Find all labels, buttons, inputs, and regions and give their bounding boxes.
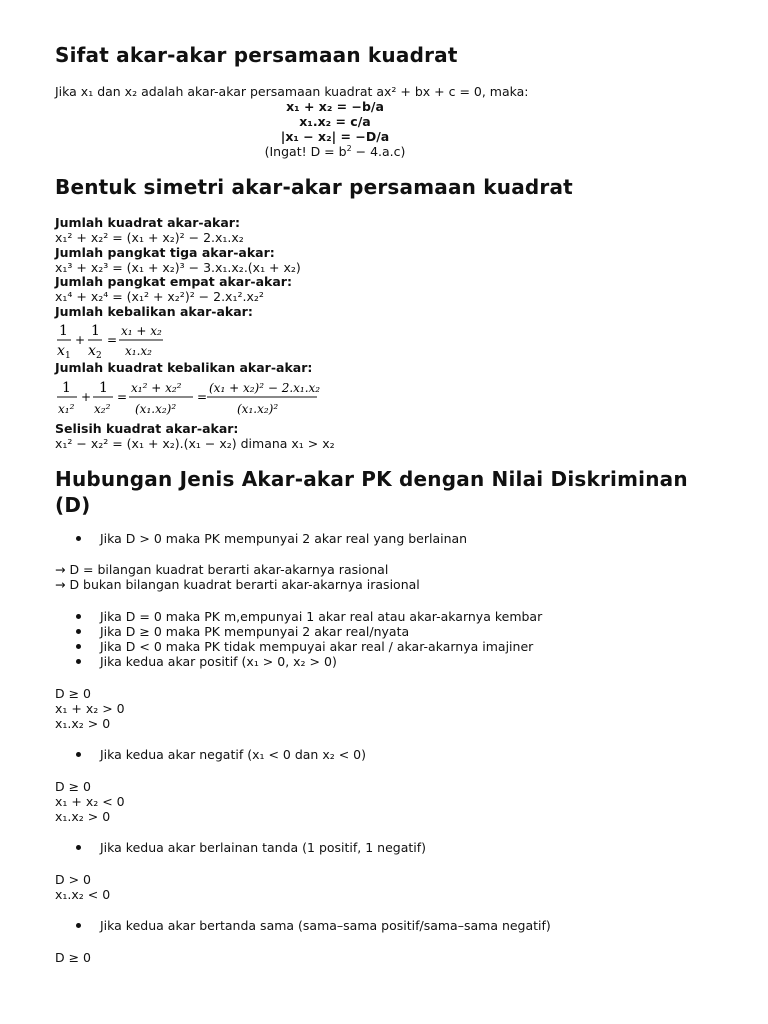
expr-selisih-kuadrat: x₁² − x₂² = (x₁ + x₂).(x₁ − x₂) dimana x₁ > x₂ bbox=[55, 436, 335, 451]
arrow-note-rasional: → D = bilangan kuadrat berarti akar-akarnya rasional bbox=[55, 562, 389, 577]
heading-pangkat-empat: Jumlah pangkat empat akar-akar: bbox=[55, 274, 292, 289]
condition-line: x₁ + x₂ > 0 bbox=[55, 701, 125, 716]
frac-b-one-2: 1 bbox=[99, 380, 108, 396]
bullet-dot bbox=[76, 614, 81, 619]
section-title-simetri: Bentuk simetri akar-akar persamaan kuadrat bbox=[55, 175, 573, 199]
frac-a-eq: = bbox=[107, 333, 118, 347]
condition-line: D ≥ 0 bbox=[55, 779, 91, 794]
formula-kuadrat-kebalikan bbox=[55, 376, 325, 423]
arrow-note-irasional: → D bukan bilangan kuadrat berarti akar-akarnya irasional bbox=[55, 577, 420, 592]
formula-product: x₁.x₂ = c/a bbox=[299, 114, 371, 129]
frac-b-d2: x₂² bbox=[94, 402, 111, 416]
heading-selisih-kuadrat: Selisih kuadrat akar-akar: bbox=[55, 421, 239, 436]
frac-b-eq-2: = bbox=[197, 390, 208, 404]
expr-pangkat-tiga: x₁³ + x₂³ = (x₁ + x₂)³ − 3.x₁.x₂.(x₁ + x₂) bbox=[55, 260, 301, 275]
bullet-dot bbox=[76, 752, 81, 757]
section-title-hubungan bbox=[55, 466, 715, 518]
bullet-text: Jika kedua akar negatif (x₁ < 0 dan x₂ < 0) bbox=[100, 747, 366, 762]
condition-line: D ≥ 0 bbox=[55, 686, 91, 701]
bullet-dot bbox=[76, 629, 81, 634]
condition-line: x₁.x₂ < 0 bbox=[55, 887, 111, 902]
note-part-a: (Ingat! D = b bbox=[264, 144, 347, 159]
frac-b-num2: (x₁ + x₂)² − 2.x₁.x₂ bbox=[209, 381, 321, 395]
bullet-text: Jika D > 0 maka PK mempunyai 2 akar real yang berlainan bbox=[100, 531, 468, 546]
frac-b-plus: + bbox=[81, 390, 92, 404]
bullet-dot bbox=[76, 923, 81, 928]
bullet-dot bbox=[76, 845, 81, 850]
bullet-dot bbox=[76, 659, 81, 664]
section-title-hubungan-text: Hubungan Jenis Akar-akar PK dengan Nilai Diskriminan (D) bbox=[55, 467, 688, 517]
frac-a-denom: x₁.x₂ bbox=[125, 344, 152, 358]
formula-sum: x₁ + x₂ = −b/a bbox=[286, 99, 384, 114]
frac-b-num1: x₁² + x₂² bbox=[131, 381, 182, 395]
formula-kebalikan bbox=[55, 320, 185, 365]
bullet-dot bbox=[76, 644, 81, 649]
bullet-text: Jika kedua akar bertanda sama (sama–sama positif/sama–sama negatif) bbox=[100, 918, 551, 933]
frac-b-one-1: 1 bbox=[62, 380, 71, 396]
frac-a-sub1: 1 bbox=[65, 351, 71, 361]
frac-b-den2: (x₁.x₂)² bbox=[237, 402, 279, 416]
note-part-b: − 4.a.c) bbox=[351, 144, 406, 159]
note-sup: 2 bbox=[346, 143, 352, 153]
bullet-text: Jika D < 0 maka PK tidak mempuyai akar real / akar-akarnya imajiner bbox=[100, 639, 534, 654]
bullet-text: Jika D ≥ 0 maka PK mempunyai 2 akar real/nyata bbox=[100, 624, 410, 639]
frac-a-one-1: 1 bbox=[59, 323, 68, 339]
bullet-text: Jika kedua akar berlainan tanda (1 positif, 1 negatif) bbox=[100, 840, 427, 855]
intro-text: Jika x₁ dan x₂ adalah akar-akar persamaan kuadrat ax² + bx + c = 0, maka: bbox=[55, 84, 529, 99]
frac-a-one-2: 1 bbox=[91, 323, 100, 339]
heading-jumlah-kuadrat: Jumlah kuadrat akar-akar: bbox=[55, 215, 240, 230]
expr-pangkat-empat: x₁⁴ + x₂⁴ = (x₁² + x₂²)² − 2.x₁².x₂² bbox=[55, 289, 264, 304]
frac-a-plus: + bbox=[75, 333, 86, 347]
frac-b-d1: x₁² bbox=[58, 402, 75, 416]
bullet-text: Jika D = 0 maka PK m,empunyai 1 akar real atau akar-akarnya kembar bbox=[100, 609, 543, 624]
heading-kebalikan: Jumlah kebalikan akar-akar: bbox=[55, 304, 253, 319]
condition-line: D ≥ 0 bbox=[55, 950, 91, 965]
frac-a-numer: x₁ + x₂ bbox=[121, 324, 162, 338]
frac-a-sub2: 2 bbox=[96, 351, 102, 361]
heading-kuadrat-kebalikan: Jumlah kuadrat kebalikan akar-akar: bbox=[55, 360, 313, 375]
expr-jumlah-kuadrat: x₁² + x₂² = (x₁ + x₂)² − 2.x₁.x₂ bbox=[55, 230, 244, 245]
heading-pangkat-tiga: Jumlah pangkat tiga akar-akar: bbox=[55, 245, 275, 260]
frac-a-x1: x bbox=[57, 343, 65, 359]
condition-line: x₁ + x₂ < 0 bbox=[55, 794, 125, 809]
condition-line: D > 0 bbox=[55, 872, 91, 887]
discriminant-note bbox=[55, 144, 615, 159]
section-title-sifat: Sifat akar-akar persamaan kuadrat bbox=[55, 43, 458, 67]
bullet-dot bbox=[76, 536, 81, 541]
bullet-text: Jika kedua akar positif (x₁ > 0, x₂ > 0) bbox=[100, 654, 337, 669]
formula-difference: |x₁ − x₂| = −D/a bbox=[280, 129, 390, 144]
frac-b-eq-1: = bbox=[117, 390, 128, 404]
condition-line: x₁.x₂ > 0 bbox=[55, 809, 111, 824]
condition-line: x₁.x₂ > 0 bbox=[55, 716, 111, 731]
frac-b-den1: (x₁.x₂)² bbox=[135, 402, 177, 416]
frac-a-x2: x bbox=[88, 343, 96, 359]
